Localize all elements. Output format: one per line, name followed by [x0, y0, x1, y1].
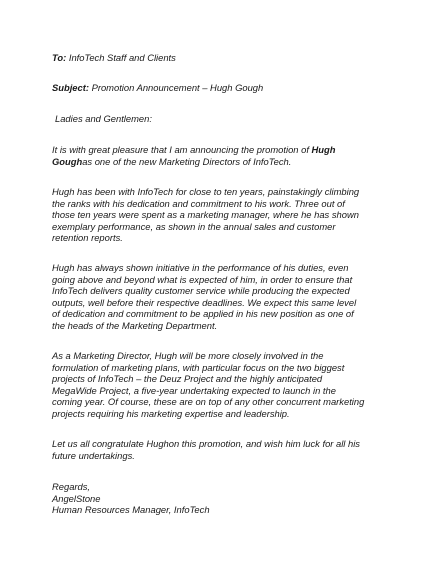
signer-name: AngelStone [52, 492, 101, 504]
paragraph-line [52, 144, 397, 156]
signer-title: Human Resources Manager, InfoTech [52, 504, 210, 516]
paragraph-line: Hugh has always shown initiative in the performance of his duties, even [52, 262, 349, 273]
paragraph-line: outputs, well before their respective deadlines. We expect this same level [52, 296, 357, 308]
paragraph-line: of dedication and commitment to be applied in his new position as one of [52, 308, 354, 320]
paragraph-line: Let us all congratulate Hughon this promotion, and wish him luck for all his [52, 438, 360, 449]
paragraph-line: coming year. Of course, these are on top of any other concurrent marketing [52, 396, 365, 408]
paragraph-line: InfoTech delivers quality customer service while producing the expected [52, 285, 350, 297]
announcement-text-start: It is with great pleasure that I am announcing the promotion of [52, 144, 312, 155]
paragraph-line: going above and beyond what is expected of him, in order to ensure that [52, 273, 353, 285]
paragraph-line [52, 156, 397, 168]
to-label: To: [52, 52, 67, 63]
name-first: Hugh [311, 144, 336, 155]
paragraph-history [52, 186, 397, 244]
announcement-text-end: as one of the new Marketing Directors of InfoTech. [82, 155, 292, 167]
closing-block [52, 481, 397, 516]
to-line [52, 52, 397, 64]
paragraph-line: retention reports. [52, 232, 123, 244]
closing-regards: Regards, [52, 481, 91, 492]
paragraph-congratulations [52, 438, 397, 461]
salutation: Ladies and Gentlemen: [55, 113, 152, 124]
paragraph-line: projects of InfoTech – the Deuz Project and the highly anticipated [52, 373, 323, 385]
paragraph-line: the heads of the Marketing Department. [52, 319, 218, 331]
paragraph-line: As a Marketing Director, Hugh will be more closely involved in the [52, 350, 324, 361]
subject-line [52, 82, 397, 94]
paragraph-line: Hugh has been with InfoTech for close to ten years, painstakingly climbing [52, 186, 360, 197]
paragraph-initiative [52, 262, 397, 332]
paragraph-line: formulation of marketing plans, with particular focus on the two biggest [52, 361, 345, 373]
paragraph-role [52, 350, 397, 420]
paragraph-line: exemplary performance, as shown in the annual sales and customer [52, 220, 336, 232]
paragraph-line: projects requiring his marketing expertise and leadership. [52, 407, 290, 419]
to-value: InfoTech Staff and Clients [66, 52, 176, 63]
paragraph-announcement [52, 144, 397, 167]
subject-value: Promotion Announcement – Hugh Gough [88, 82, 264, 93]
paragraph-line: MegaWide Project, a five-year undertaking expected to launch in the [52, 384, 336, 396]
subject-label: Subject: [52, 82, 89, 93]
paragraph-line: those ten years were spent as a marketing manager, where he has shown [52, 209, 359, 221]
name-last: Gough [52, 155, 83, 167]
paragraph-line: the ranks with his dedication and commitment to his work. Three out of [52, 197, 345, 209]
paragraph-line: future undertakings. [52, 449, 135, 461]
